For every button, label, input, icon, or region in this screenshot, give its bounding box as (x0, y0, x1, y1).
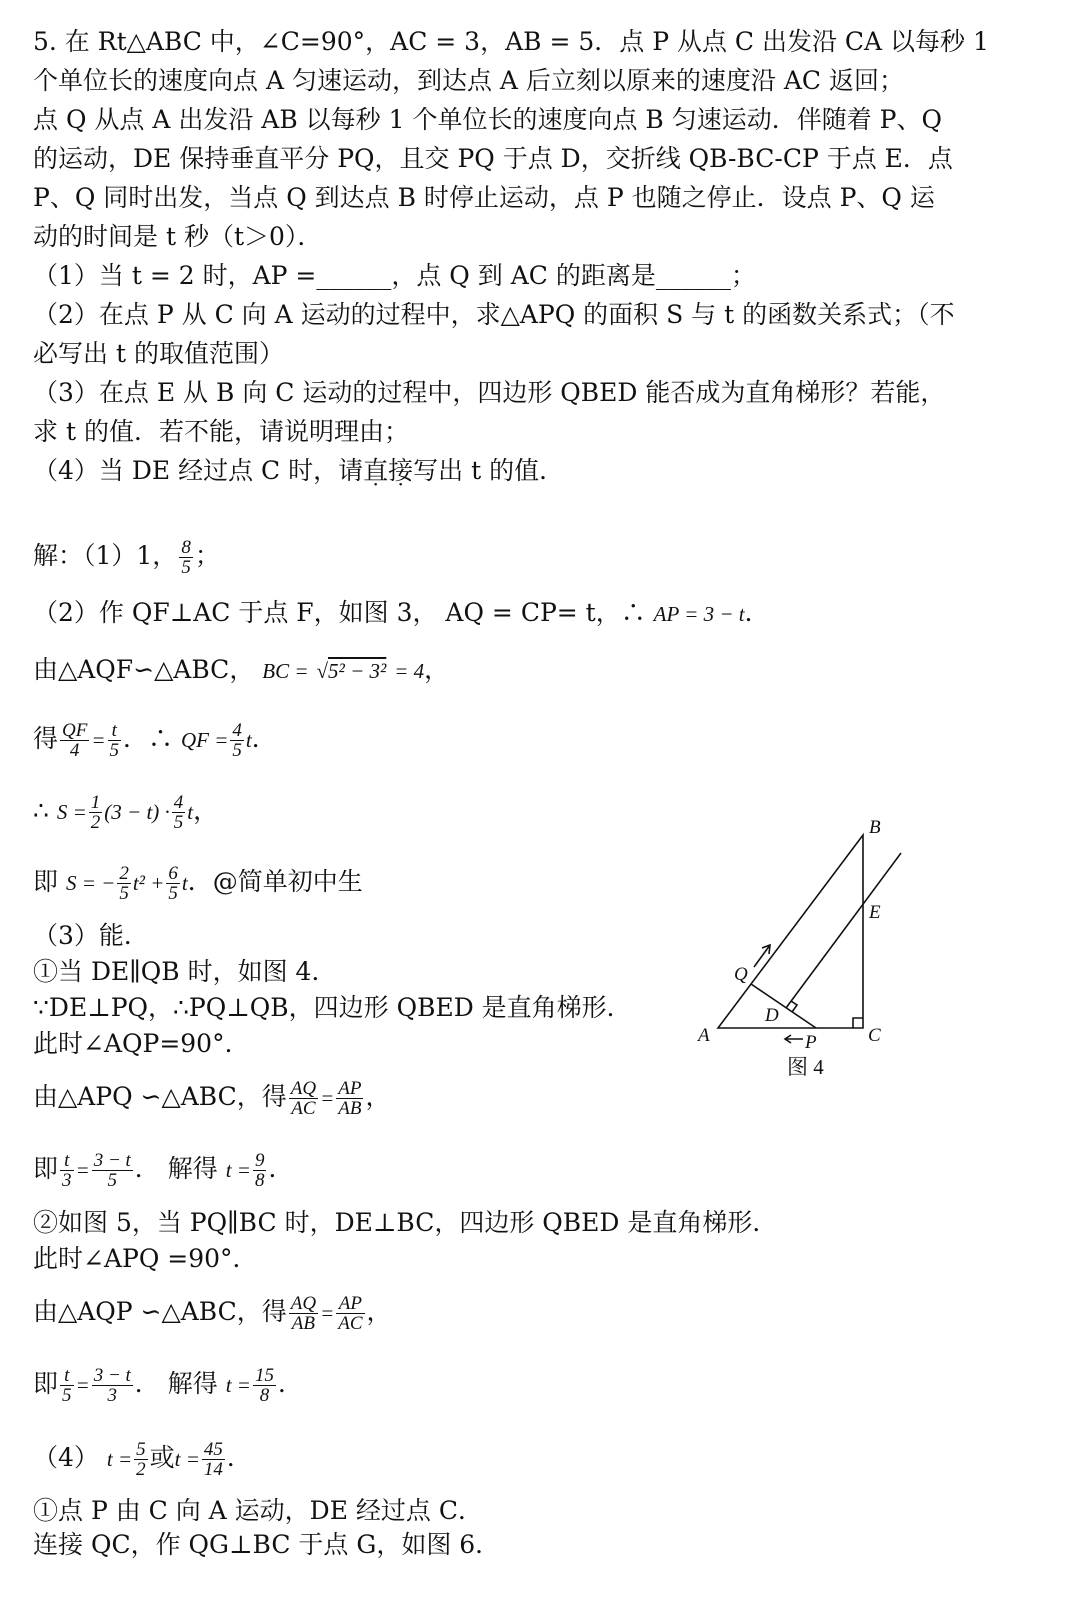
s11-text: 由△APQ ∽△ABC，得 (33, 1082, 287, 1111)
solution-15 (33, 1294, 392, 1333)
s17-math-1: t = (106, 1447, 133, 1471)
s4-mid: ．∴ (123, 724, 174, 753)
frac-den: 3 (62, 1170, 72, 1191)
frac-num: t (60, 1366, 74, 1386)
frac-num: 5 (136, 1439, 146, 1460)
solution-10: 此时∠AQP=90°． (33, 1029, 250, 1058)
s3-sqrt: √5² − 3² (316, 659, 387, 683)
arrow-q-shaft (754, 945, 770, 967)
frac-den: 2 (90, 812, 101, 833)
solution-12 (33, 1151, 293, 1190)
s16-text: 即 (33, 1369, 59, 1398)
problem-line-3: 点 Q 从点 A 出发沿 AB 以每秒 1 个单位长的速度向点 B 匀速运动．伴随着 P、Q (33, 105, 942, 134)
frac-den: 5 (109, 740, 120, 761)
s3-text: 由△AQF∽△ABC， (33, 655, 255, 684)
s12-mid: ． 解得 (134, 1154, 218, 1183)
s4-eq: = (91, 728, 106, 752)
s5-end: ， (193, 796, 219, 825)
frac-den: AB (338, 1098, 362, 1119)
label-p: P (805, 1032, 817, 1053)
s11-eq: = (320, 1086, 335, 1110)
problem-line-1: 5. 在 Rt△ABC 中，∠C=90°，AC = 3，AB = 5．点 P 从点 C 出发沿 CA 以每秒 1 (33, 27, 989, 56)
s6-end: ．@简单初中生 (187, 867, 363, 896)
solution-18: ①点 P 由 C 向 A 运动，DE 经过点 C． (33, 1496, 484, 1525)
s5-t: t (187, 800, 194, 824)
frac-num: t (108, 721, 122, 741)
s2-end: ． (744, 598, 770, 627)
s5-math-pre: S = (56, 800, 87, 824)
frac-num: AQ (290, 1293, 317, 1314)
figure-4 (690, 815, 920, 1085)
frac-num: 4 (173, 792, 184, 813)
s3-math-pre: BC = (262, 659, 309, 683)
s12-frac-1 (60, 1151, 74, 1190)
solution-16 (33, 1366, 303, 1405)
frac-den: 3 (107, 1385, 117, 1406)
s4-math: QF = (180, 728, 229, 752)
solution-7: （3）能． (33, 921, 149, 950)
s15-frac-2 (336, 1294, 364, 1333)
frac-num: 4 (232, 720, 242, 741)
s12-frac-3 (253, 1151, 267, 1190)
question-3-line-1: （3）在点 E 从 B 向 C 运动的过程中，四边形 QBED 能否成为直角梯形？若能， (33, 378, 946, 407)
solution-5 (33, 793, 218, 832)
s5-frac-1 (89, 793, 103, 832)
frac-den: 5 (173, 812, 184, 833)
q4-pre: （4）当 DE 经过点 C 时，请 (33, 456, 364, 485)
frac-num: QF (62, 720, 88, 741)
q4-post: 写出 t 的值． (413, 456, 565, 485)
s4-text: 得 (33, 724, 59, 753)
question-2-line-1: （2）在点 P 从 C 向 A 运动的过程中，求△APQ 的面积 S 与 t 的函数关系式；（不 (33, 300, 955, 329)
frac-den: AB (291, 1313, 316, 1334)
solution-19: 连接 QC，作 QG⊥BC 于点 G，如图 6． (33, 1530, 501, 1559)
s15-eq: = (320, 1301, 335, 1325)
label-b: B (869, 817, 881, 838)
frac-den: 5 (232, 740, 242, 761)
q4-emph-2: 接 (388, 456, 414, 485)
frac-num: 2 (119, 863, 129, 884)
s5-frac-2 (172, 793, 186, 832)
frac-den: 5 (119, 883, 129, 904)
s4-frac-3 (230, 721, 244, 760)
frac-num: 1 (90, 792, 101, 813)
s3-radicand: 5² − 3² (328, 659, 387, 683)
frac-den: 5 (168, 883, 178, 904)
frac-num: 9 (254, 1150, 265, 1171)
s12-end: ． (268, 1154, 294, 1183)
s15-frac-1 (289, 1294, 318, 1333)
s5-text: ∴ (33, 796, 49, 825)
frac-num: 3 − t (93, 1365, 131, 1386)
s6-frac-1 (117, 864, 131, 903)
triangle-abc (718, 835, 863, 1028)
s17-end: ． (226, 1443, 252, 1472)
s2-text: （2）作 QF⊥AC 于点 F，如图 3， AQ = CP= t，∴ (33, 598, 646, 627)
s6-text: 即 (33, 867, 59, 896)
solution-13: ②如图 5，当 PQ∥BC 时，DE⊥BC，四边形 QBED 是直角梯形． (33, 1208, 778, 1237)
s4-frac-2 (108, 721, 122, 760)
s17-label: （4） (33, 1443, 99, 1472)
frac-num: AP (338, 1078, 362, 1099)
frac-den: 5 (107, 1170, 117, 1191)
label-d: D (765, 1005, 779, 1026)
solution-9: ∵DE⊥PQ，∴PQ⊥QB，四边形 QBED 是直角梯形． (33, 993, 632, 1022)
question-4 (33, 456, 564, 486)
s16-frac-2 (92, 1366, 133, 1405)
frac-num: 6 (168, 863, 178, 884)
problem-line-4: 的运动，DE 保持垂直平分 PQ，且交 PQ 于点 D，交折线 QB-BC-CP 于点 E．点 (33, 144, 953, 173)
s16-eq: = (75, 1373, 90, 1397)
solution-14: 此时∠APQ =90°． (33, 1244, 258, 1273)
solution-17 (33, 1440, 252, 1479)
s16-frac-3 (253, 1366, 276, 1405)
frac-den: 8 (259, 1385, 270, 1406)
right-angle-c (853, 1018, 863, 1028)
s12-math: t = (225, 1158, 251, 1182)
right-angle-d (791, 1001, 797, 1012)
label-c: C (868, 1025, 881, 1046)
s12-frac-2 (92, 1151, 133, 1190)
s12-eq: = (75, 1158, 90, 1182)
s17-math-2: t = (174, 1447, 200, 1471)
s11-frac-1 (289, 1079, 318, 1118)
frac-den: 8 (254, 1170, 265, 1191)
frac-num: AP (336, 1294, 364, 1314)
frac-den: AC (338, 1313, 363, 1334)
s5-math-mid: (3 − t) · (104, 800, 170, 824)
s1-end: ； (194, 541, 220, 570)
s1-label: 解：（1）1， (33, 541, 178, 570)
s11-frac-2 (336, 1079, 363, 1118)
problem-line-5: P、Q 同时出发，当点 Q 到达点 B 时停止运动，点 P 也随之停止．设点 P、Q 运 (33, 183, 935, 212)
solution-3 (33, 655, 449, 686)
s3-math-post: = 4 (394, 659, 425, 683)
frac-num: 45 (203, 1439, 223, 1460)
frac-den: 2 (136, 1459, 146, 1480)
frac-num: 3 − t (93, 1150, 131, 1171)
frac-num: t (60, 1151, 74, 1171)
s17-or: 或 (149, 1443, 175, 1472)
s2-math: AP = 3 − t (653, 602, 745, 626)
frac-num: 8 (181, 537, 191, 558)
solution-11 (33, 1079, 390, 1118)
solution-4 (33, 721, 277, 760)
s17-frac-1 (134, 1440, 148, 1479)
s3-end: ， (424, 655, 450, 684)
s15-text: 由△AQP ∽△ABC，得 (33, 1297, 287, 1326)
frac-den: AC (291, 1098, 316, 1119)
s16-end: ． (277, 1369, 303, 1398)
frac-den: 5 (62, 1385, 72, 1406)
solution-6 (33, 864, 363, 903)
problem-line-2: 个单位长的速度向点 A 匀速运动，到达点 A 后立刻以原来的速度沿 AC 返回； (33, 66, 904, 95)
s6-t: t (181, 871, 188, 895)
solution-2 (33, 598, 770, 629)
frac-num: 15 (254, 1365, 274, 1386)
line-de (786, 853, 901, 1008)
frac-den: 4 (69, 740, 80, 761)
frac-den: 5 (181, 557, 191, 578)
figure-caption: 图 4 (787, 1055, 824, 1079)
s6-math-pre: S = − (65, 871, 116, 895)
s4-end: ． (251, 724, 277, 753)
frac-den: 14 (203, 1459, 223, 1480)
s16-mid: ． 解得 (134, 1369, 218, 1398)
s6-frac-2 (166, 864, 180, 903)
segment-pq (751, 984, 816, 1028)
question-3-line-2: 求 t 的值．若不能，请说明理由； (33, 417, 409, 446)
s11-end: ， (365, 1082, 391, 1111)
s15-end: ， (366, 1297, 392, 1326)
s4-t: t (245, 728, 252, 752)
label-e: E (869, 902, 881, 923)
s16-math: t = (225, 1373, 251, 1397)
solution-1 (33, 538, 220, 577)
label-q: Q (734, 964, 748, 985)
s12-text: 即 (33, 1154, 59, 1183)
s1-frac (179, 538, 193, 577)
question-2-line-2: 必写出 t 的取值范围） (33, 339, 284, 368)
frac-num: AQ (290, 1078, 317, 1099)
solution-8: ①当 DE∥QB 时，如图 4． (33, 957, 337, 986)
s17-frac-2 (202, 1440, 225, 1479)
question-1: （1）当 t = 2 时，AP =______，点 Q 到 AC 的距离是______； (33, 261, 756, 290)
s16-frac-1 (60, 1366, 74, 1405)
problem-line-6: 动的时间是 t 秒（t＞0）． (33, 222, 323, 251)
label-a: A (698, 1025, 710, 1046)
q4-emph-1: 直 (363, 456, 389, 485)
s4-frac-1 (60, 721, 89, 760)
s6-math-mid: t² + (132, 871, 165, 895)
